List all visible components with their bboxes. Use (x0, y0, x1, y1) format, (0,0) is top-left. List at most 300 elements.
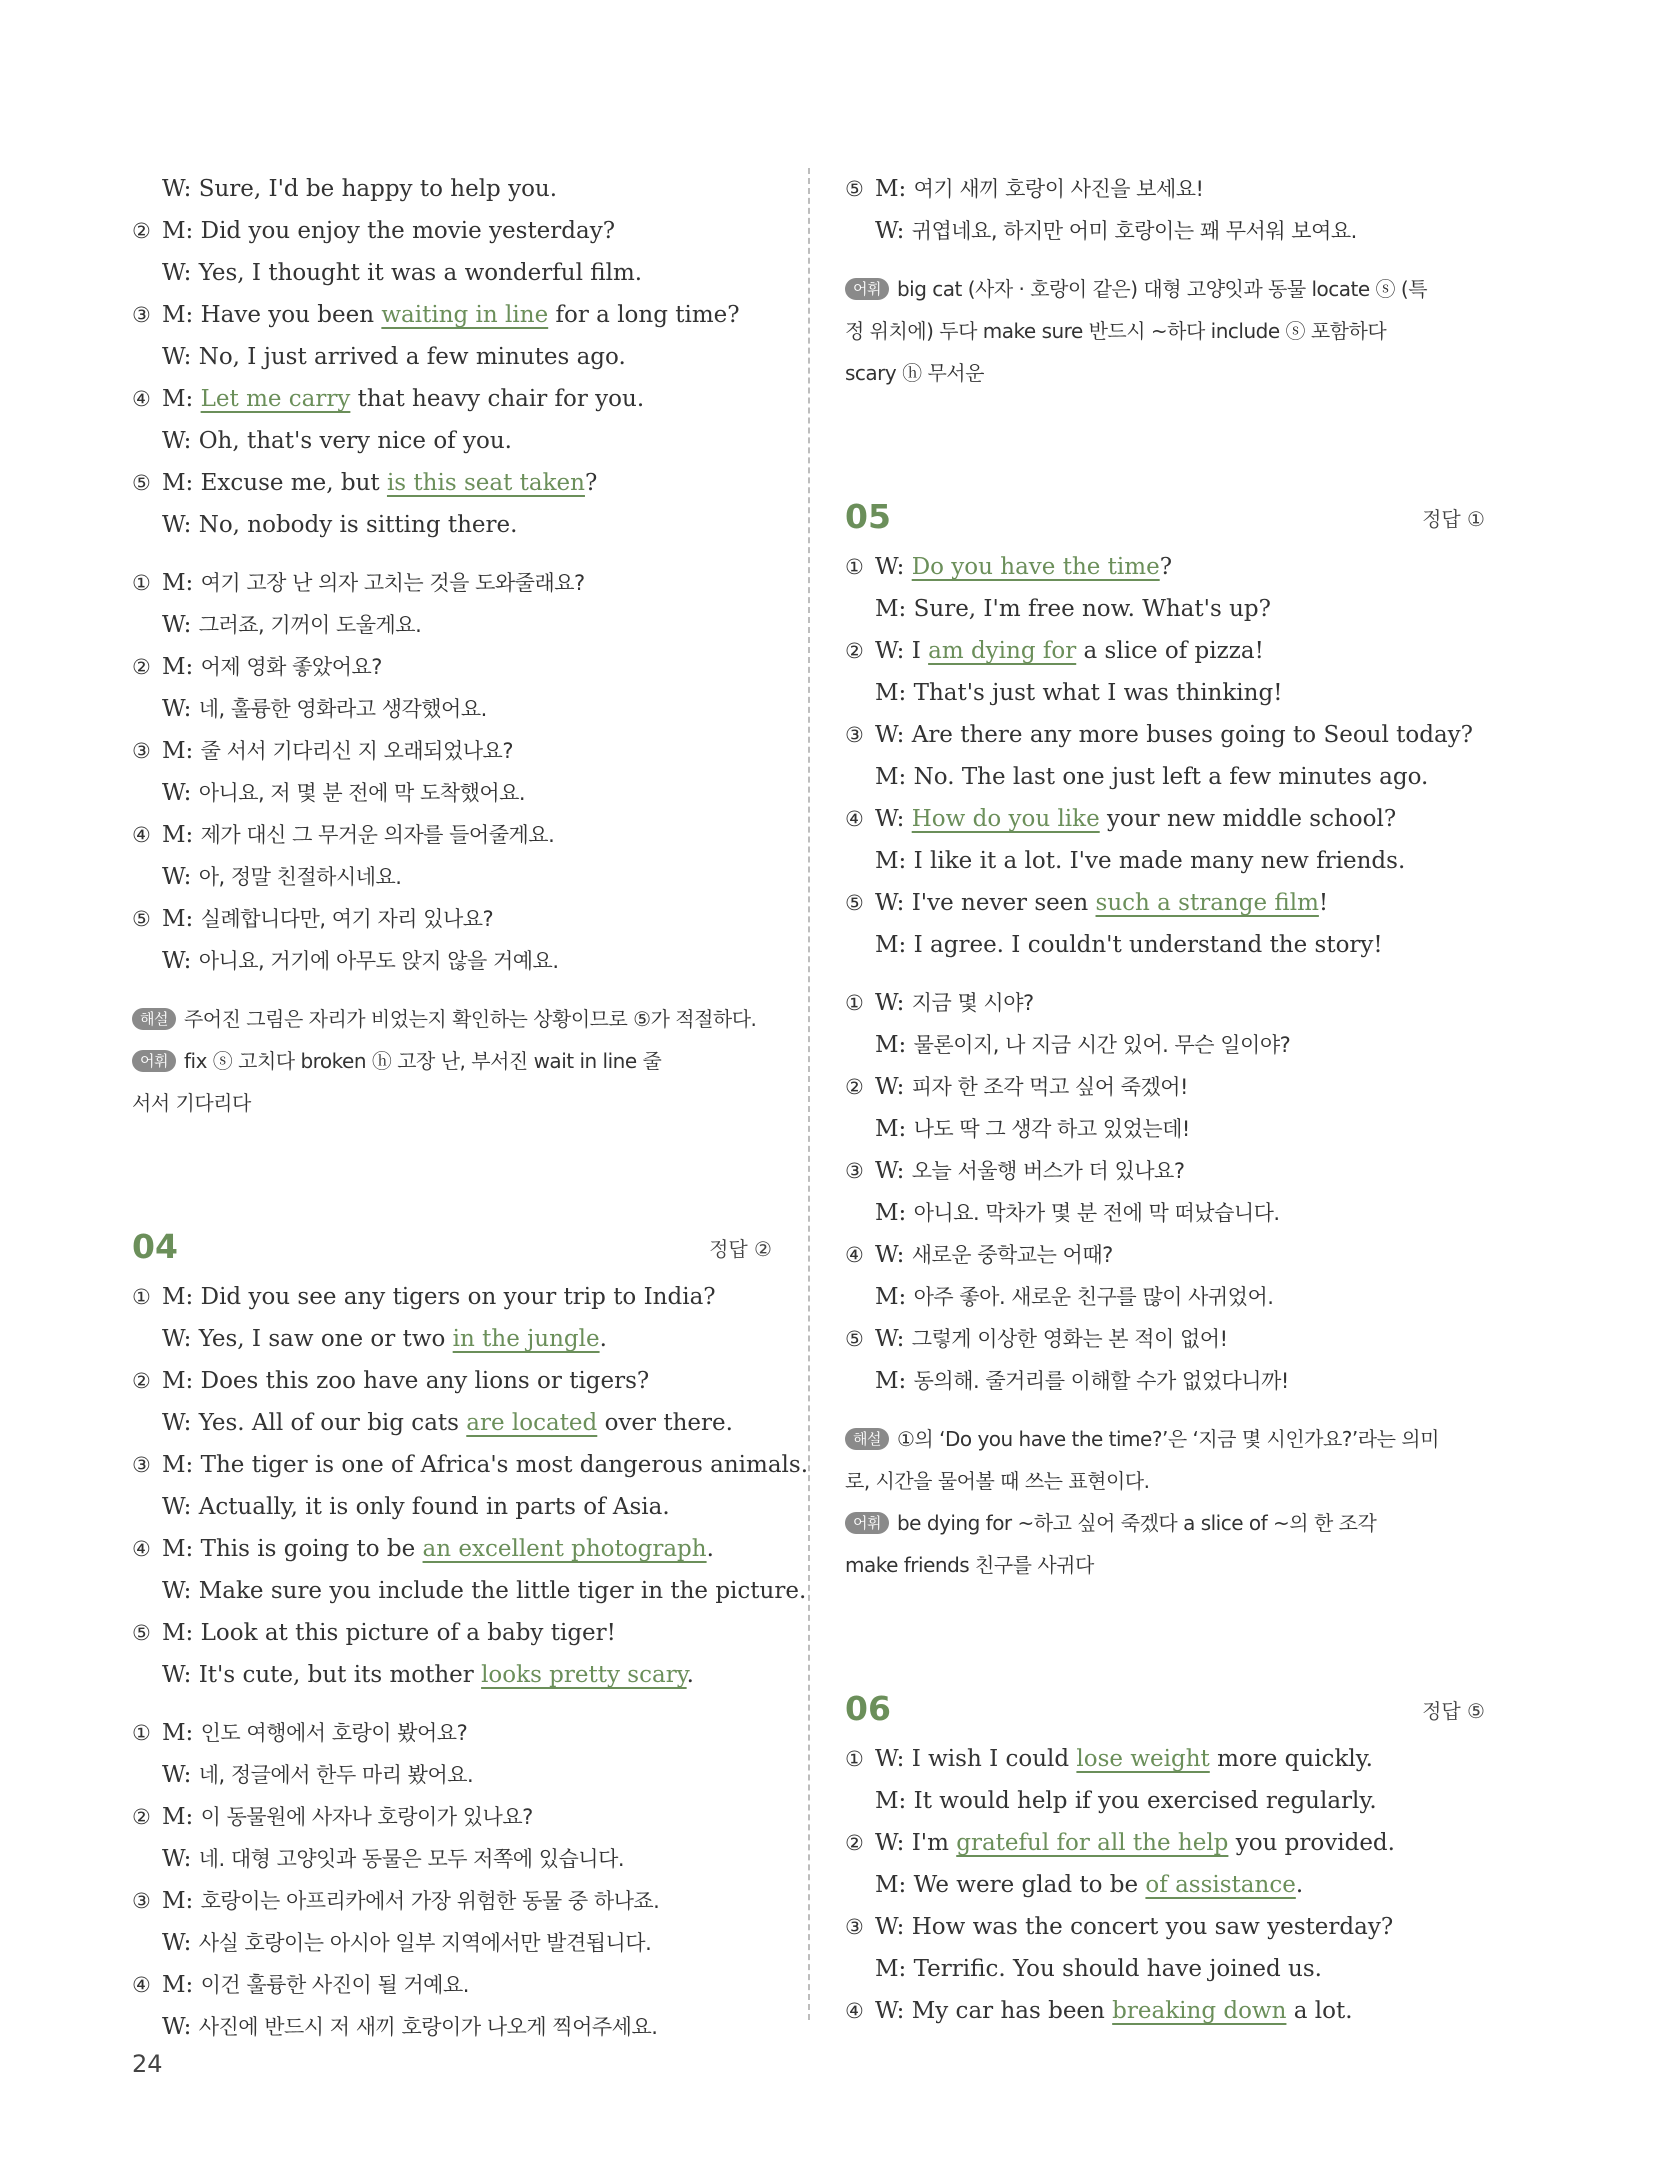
speaker-label: W: (162, 1494, 192, 1520)
dialogue-text: I (911, 638, 929, 664)
speaker-label: W: (162, 1762, 192, 1788)
dialogue-line (845, 1738, 1485, 1780)
dialogue-line (845, 1108, 1485, 1150)
underlined-expression: such a strange film (1095, 890, 1319, 916)
item-marker: ① (845, 1747, 864, 1771)
dialogue-line (132, 898, 772, 940)
speaker-label: W: (875, 1746, 905, 1772)
dialogue-line (845, 1234, 1485, 1276)
dialogue-text: 사실 호랑이는 아시아 일부 지역에서만 발견됩니다. (198, 1931, 652, 1955)
dialogue-line (132, 1444, 809, 1486)
speaker-label: M: (162, 218, 194, 244)
speaker-label: W: (162, 2014, 192, 2040)
item-marker: ⑤ (132, 1621, 151, 1645)
dialogue-text: 물론이지, 나 지금 시간 있어. 무슨 일이야? (913, 1033, 1291, 1057)
speaker-label: W: (162, 1326, 192, 1352)
note-line (132, 1040, 772, 1082)
speaker-label: M: (162, 1284, 194, 1310)
item-marker: ② (132, 655, 151, 679)
speaker-label: M: (875, 1116, 907, 1142)
right-column (845, 168, 1485, 2032)
dialogue-text: I agree. I couldn't understand the story! (913, 932, 1383, 958)
left-column (132, 168, 809, 2048)
dialogue-text: you provided. (1228, 1830, 1395, 1856)
note-text: fix ⓢ 고치다 broken ⓗ 고장 난, 부서진 wait in line 줄 (183, 1049, 662, 1073)
speaker-label: W: (875, 1830, 905, 1856)
item-marker: ③ (845, 1159, 864, 1183)
dialogue-line (132, 1880, 772, 1922)
speaker-label: M: (162, 570, 194, 596)
dialogue-line (132, 1402, 772, 1444)
speaker-label: M: (875, 848, 907, 874)
dialogue-text: 실례합니다만, 여기 자리 있나요? (200, 907, 494, 931)
dialogue-text: No, nobody is sitting there. (198, 512, 518, 538)
item-marker: ② (132, 219, 151, 243)
dialogue-text: Sure, I'm free now. What's up? (913, 596, 1271, 622)
speaker-label: M: (162, 738, 194, 764)
dialogue-text: 나도 딱 그 생각 하고 있었는데! (913, 1117, 1190, 1141)
q06-header (845, 1672, 1485, 1732)
underlined-expression: Let me carry (200, 386, 351, 412)
note-badge: 어휘 (845, 278, 889, 300)
dialogue-line (132, 294, 772, 336)
dialogue-line (132, 1486, 772, 1528)
dialogue-text: 이 동물원에 사자나 호랑이가 있나요? (200, 1805, 533, 1829)
q04-korean-translation (132, 1712, 772, 2048)
item-marker: ④ (845, 807, 864, 831)
dialogue-text: 호랑이는 아프리카에서 가장 위험한 동물 중 하나죠. (200, 1889, 660, 1913)
answer-label: 정답 ② (709, 1237, 772, 1261)
speaker-label: M: (162, 1368, 194, 1394)
dialogue-text: 지금 몇 시야? (911, 991, 1034, 1015)
speaker-label: W: (162, 1846, 192, 1872)
underlined-expression: lose weight (1076, 1746, 1210, 1772)
dialogue-line (132, 814, 772, 856)
dialogue-text: I wish I could (911, 1746, 1077, 1772)
dialogue-text: No. The last one just left a few minutes ago. (913, 764, 1429, 790)
dialogue-line (845, 672, 1485, 714)
dialogue-line (132, 1712, 772, 1754)
speaker-label: W: (875, 990, 905, 1016)
dialogue-text: ? (584, 470, 598, 496)
answer-label: 정답 ① (1422, 507, 1485, 531)
speaker-label: M: (162, 1972, 194, 1998)
dialogue-text: 네, 훌륭한 영화라고 생각했어요. (198, 697, 487, 721)
speaker-label: W: (162, 780, 192, 806)
item-marker: ② (845, 1831, 864, 1855)
dialogue-text: for a long time? (548, 302, 740, 328)
item-marker: ③ (132, 303, 151, 327)
dialogue-line (845, 1990, 1485, 2032)
speaker-label: W: (875, 1998, 905, 2024)
note-badge: 어휘 (845, 1512, 889, 1534)
dialogue-text: 그러죠, 기꺼이 도울게요. (198, 613, 422, 637)
note-text: be dying for ~하고 싶어 죽겠다 a slice of ~의 한 조각 (896, 1511, 1377, 1535)
dialogue-text: Are there any more buses going to Seoul today? (911, 722, 1474, 748)
dialogue-line (132, 336, 772, 378)
speaker-label: M: (162, 1536, 194, 1562)
dialogue-text: a lot. (1286, 1998, 1353, 2024)
dialogue-line (845, 546, 1485, 588)
speaker-label: W: (162, 696, 192, 722)
dialogue-line (845, 798, 1485, 840)
dialogue-text: Yes. All of our big cats (198, 1410, 467, 1436)
note-text: big cat (사자 · 호랑이 같은) 대형 고양잇과 동물 locate ⓢ (특 (896, 277, 1428, 301)
dialogue-line (132, 1654, 772, 1696)
dialogue-line (132, 378, 772, 420)
dialogue-text: This is going to be (200, 1536, 423, 1562)
dialogue-text: more quickly. (1209, 1746, 1373, 1772)
q04-notes (845, 268, 1485, 394)
dialogue-line (845, 1318, 1485, 1360)
dialogue-line (132, 1754, 772, 1796)
speaker-label: W: (162, 512, 192, 538)
dialogue-line (845, 1024, 1485, 1066)
speaker-label: W: (162, 1578, 192, 1604)
dialogue-text: 네. 대형 고양잇과 동물은 모두 저쪽에 있습니다. (198, 1847, 625, 1871)
q04-header (132, 1210, 772, 1270)
underlined-expression: looks pretty scary (481, 1662, 687, 1688)
note-line (845, 352, 1485, 394)
speaker-label: W: (162, 260, 192, 286)
speaker-label: W: (162, 344, 192, 370)
note-text: ①의 ‘Do you have the time?’은 ‘지금 몇 시인가요?’라는 의미 (896, 1427, 1439, 1451)
dialogue-line (132, 2006, 772, 2048)
speaker-label: W: (875, 554, 905, 580)
speaker-label: W: (162, 948, 192, 974)
dialogue-text: 아니요, 거기에 아무도 앉지 않을 거예요. (198, 949, 559, 973)
underlined-expression: in the jungle (452, 1326, 600, 1352)
item-marker: ④ (845, 1999, 864, 2023)
column-divider (808, 168, 810, 2020)
item-marker: ③ (132, 1453, 151, 1477)
note-badge: 해설 (845, 1428, 889, 1450)
item-marker: ① (845, 555, 864, 579)
dialogue-text: 귀엽네요, 하지만 어미 호랑이는 꽤 무서워 보여요. (911, 219, 1357, 243)
dialogue-text: Look at this picture of a baby tiger! (200, 1620, 616, 1646)
question-number: 06 (845, 1689, 891, 1728)
dialogue-line (845, 168, 1485, 210)
dialogue-line (132, 1838, 772, 1880)
speaker-label: M: (875, 1956, 907, 1982)
dialogue-text: your new middle school? (1099, 806, 1397, 832)
dialogue-line (132, 1796, 772, 1838)
dialogue-line (845, 982, 1485, 1024)
speaker-label: W: (875, 722, 905, 748)
dialogue-line (132, 1612, 772, 1654)
speaker-label: W: (162, 176, 192, 202)
dialogue-line (845, 714, 1485, 756)
dialogue-text: 아니요, 저 몇 분 전에 막 도착했어요. (198, 781, 526, 805)
dialogue-text: 여기 고장 난 의자 고치는 것을 도와줄래요? (200, 571, 585, 595)
dialogue-line (845, 630, 1485, 672)
dialogue-text: Terrific. You should have joined us. (913, 1956, 1322, 1982)
speaker-label: W: (875, 806, 905, 832)
page-number: 24 (132, 2050, 163, 2078)
speaker-label: M: (162, 1888, 194, 1914)
dialogue-text: 줄 서서 기다리신 지 오래되었나요? (200, 739, 513, 763)
underlined-expression: grateful for all the help (956, 1830, 1229, 1856)
speaker-label: M: (162, 906, 194, 932)
dialogue-text: . (686, 1662, 694, 1688)
dialogue-text: 제가 대신 그 무거운 의자를 들어줄게요. (200, 823, 555, 847)
dialogue-text: Yes, I saw one or two (198, 1326, 453, 1352)
note-line (845, 268, 1485, 310)
dialogue-line (132, 730, 772, 772)
speaker-label: M: (875, 1368, 907, 1394)
dialogue-text: It's cute, but its mother (198, 1662, 482, 1688)
question-number: 04 (132, 1227, 178, 1266)
item-marker: ④ (845, 1243, 864, 1267)
dialogue-line (845, 1780, 1485, 1822)
dialogue-text: Sure, I'd be happy to help you. (198, 176, 558, 202)
speaker-label: M: (162, 1720, 194, 1746)
dialogue-text: over there. (597, 1410, 733, 1436)
speaker-label: W: (162, 428, 192, 454)
note-line (132, 1082, 772, 1124)
speaker-label: M: (162, 386, 194, 412)
dialogue-text: Does this zoo have any lions or tigers? (200, 1368, 650, 1394)
item-marker: ② (845, 1075, 864, 1099)
note-badge: 어휘 (132, 1050, 176, 1072)
item-marker: ④ (132, 387, 151, 411)
dialogue-text: 아, 정말 친절하시네요. (198, 865, 402, 889)
dialogue-line (132, 1360, 772, 1402)
dialogue-text: Did you enjoy the movie yesterday? (200, 218, 616, 244)
dialogue-line (132, 940, 772, 982)
item-marker: ④ (132, 1537, 151, 1561)
q05-english-dialogue (845, 546, 1485, 966)
dialogue-text: 동의해. 줄거리를 이해할 수가 없었다니까! (913, 1369, 1289, 1393)
dialogue-line (845, 882, 1485, 924)
dialogue-line (132, 462, 772, 504)
speaker-label: M: (875, 680, 907, 706)
speaker-label: M: (875, 1284, 907, 1310)
dialogue-text: 인도 여행에서 호랑이 봤어요? (200, 1721, 468, 1745)
q05-notes (845, 1418, 1485, 1586)
dialogue-text: that heavy chair for you. (350, 386, 645, 412)
speaker-label: W: (875, 1326, 905, 1352)
item-marker: ③ (845, 1915, 864, 1939)
speaker-label: W: (875, 1074, 905, 1100)
q05-korean-translation (845, 982, 1485, 1402)
dialogue-text: That's just what I was thinking! (913, 680, 1283, 706)
speaker-label: M: (162, 822, 194, 848)
item-marker: ② (132, 1805, 151, 1829)
dialogue-line (132, 688, 772, 730)
dialogue-text: 아니요. 막차가 몇 분 전에 막 떠났습니다. (913, 1201, 1280, 1225)
note-line (845, 1502, 1485, 1544)
dialogue-text: 피자 한 조각 먹고 싶어 죽겠어! (911, 1075, 1188, 1099)
dialogue-line (845, 1360, 1485, 1402)
item-marker: ⑤ (845, 1327, 864, 1351)
dialogue-text: I like it a lot. I've made many new friends. (913, 848, 1406, 874)
item-marker: ⑤ (845, 891, 864, 915)
underlined-expression: waiting in line (381, 302, 549, 328)
q06-english-dialogue (845, 1738, 1485, 2032)
dialogue-text: ! (1318, 890, 1329, 916)
speaker-label: W: (162, 1410, 192, 1436)
note-text: 주어진 그림은 자리가 비었는지 확인하는 상황이므로 ⑤가 적절하다. (183, 1007, 757, 1031)
dialogue-line (845, 588, 1485, 630)
dialogue-text: 어제 영화 좋았어요? (200, 655, 382, 679)
dialogue-line (845, 756, 1485, 798)
dialogue-text: 그렇게 이상한 영화는 본 적이 없어! (911, 1327, 1228, 1351)
speaker-label: M: (162, 1620, 194, 1646)
dialogue-text: . (706, 1536, 714, 1562)
speaker-label: W: (875, 218, 905, 244)
q04-english-dialogue (132, 1276, 809, 1696)
item-marker: ④ (132, 1973, 151, 1997)
note-line (845, 1460, 1485, 1502)
speaker-label: M: (875, 1200, 907, 1226)
dialogue-text: 사진에 반드시 저 새끼 호랑이가 나오게 찍어주세요. (198, 2015, 658, 2039)
note-text: make friends 친구를 사귀다 (845, 1553, 1094, 1577)
speaker-label: W: (162, 1662, 192, 1688)
note-line (845, 1544, 1485, 1586)
speaker-label: M: (875, 1788, 907, 1814)
speaker-label: M: (875, 764, 907, 790)
dialogue-line (132, 772, 772, 814)
dialogue-line (845, 1066, 1485, 1108)
item-marker: ③ (845, 723, 864, 747)
dialogue-line (132, 1570, 807, 1612)
q03-english-dialogue (132, 168, 772, 546)
q04-korean-translation-cont (845, 168, 1485, 252)
item-marker: ③ (132, 739, 151, 763)
dialogue-text: No, I just arrived a few minutes ago. (198, 344, 626, 370)
dialogue-text: I'm (911, 1830, 957, 1856)
dialogue-text: 오늘 서울행 버스가 더 있나요? (911, 1159, 1185, 1183)
speaker-label: M: (162, 302, 194, 328)
dialogue-text: . (599, 1326, 607, 1352)
speaker-label: M: (875, 1872, 907, 1898)
dialogue-text: 네, 정글에서 한두 마리 봤어요. (198, 1763, 474, 1787)
dialogue-line (132, 420, 772, 462)
speaker-label: W: (875, 1914, 905, 1940)
item-marker: ④ (132, 823, 151, 847)
underlined-expression: am dying for (928, 638, 1077, 664)
speaker-label: M: (162, 1452, 194, 1478)
dialogue-text: Actually, it is only found in parts of Asia. (198, 1494, 670, 1520)
dialogue-text: 여기 새끼 호랑이 사진을 보세요! (913, 177, 1204, 201)
dialogue-line (845, 1192, 1485, 1234)
item-marker: ⑤ (132, 907, 151, 931)
dialogue-text: The tiger is one of Africa's most dangerous animals. (200, 1452, 809, 1478)
note-line (132, 998, 772, 1040)
dialogue-text: Oh, that's very nice of you. (198, 428, 512, 454)
answer-label: 정답 ⑤ (1422, 1699, 1485, 1723)
dialogue-line (132, 1276, 772, 1318)
item-marker: ① (132, 1285, 151, 1309)
item-marker: ② (132, 1369, 151, 1393)
item-marker: ① (132, 571, 151, 595)
item-marker: ⑤ (845, 177, 864, 201)
dialogue-text: I've never seen (911, 890, 1096, 916)
dialogue-text: 새로운 중학교는 어때? (911, 1243, 1113, 1267)
dialogue-line (132, 168, 772, 210)
speaker-label: W: (162, 1930, 192, 1956)
speaker-label: W: (875, 638, 905, 664)
item-marker: ⑤ (132, 471, 151, 495)
item-marker: ② (845, 639, 864, 663)
note-line (845, 310, 1485, 352)
dialogue-text: Did you see any tigers on your trip to India? (200, 1284, 716, 1310)
dialogue-text: ? (1159, 554, 1173, 580)
dialogue-line (845, 1948, 1485, 1990)
underlined-expression: Do you have the time (911, 554, 1160, 580)
underlined-expression: are located (466, 1410, 598, 1436)
speaker-label: W: (875, 890, 905, 916)
dialogue-text: We were glad to be (913, 1872, 1146, 1898)
item-marker: ① (845, 991, 864, 1015)
q03-korean-translation (132, 562, 772, 982)
dialogue-text: It would help if you exercised regularly. (913, 1788, 1377, 1814)
underlined-expression: How do you like (911, 806, 1100, 832)
dialogue-line (132, 604, 772, 646)
dialogue-line (845, 924, 1485, 966)
dialogue-line (845, 1276, 1485, 1318)
dialogue-line (845, 1150, 1485, 1192)
note-badge: 해설 (132, 1008, 176, 1030)
speaker-label: W: (875, 1242, 905, 1268)
dialogue-line (845, 1864, 1485, 1906)
dialogue-text: 아주 좋아. 새로운 친구를 많이 사귀었어. (913, 1285, 1274, 1309)
dialogue-text: Excuse me, but (200, 470, 387, 496)
dialogue-line (845, 840, 1485, 882)
speaker-label: M: (875, 1032, 907, 1058)
dialogue-text: Yes, I thought it was a wonderful film. (198, 260, 643, 286)
question-number: 05 (845, 497, 891, 536)
speaker-label: M: (162, 1804, 194, 1830)
underlined-expression: is this seat taken (386, 470, 585, 496)
dialogue-line (132, 1964, 772, 2006)
q03-notes (132, 998, 772, 1124)
item-marker: ① (132, 1721, 151, 1745)
note-line (845, 1418, 1485, 1460)
speaker-label: M: (162, 470, 194, 496)
note-text: 정 위치에) 두다 make sure 반드시 ~하다 include ⓢ 포함하다 (845, 319, 1387, 343)
dialogue-line (132, 856, 772, 898)
speaker-label: W: (875, 1158, 905, 1184)
note-text: 서서 기다리다 (132, 1091, 251, 1115)
dialogue-line (132, 210, 772, 252)
dialogue-line (845, 1906, 1485, 1948)
dialogue-line (132, 1922, 772, 1964)
dialogue-line (132, 1528, 772, 1570)
note-text: 로, 시간을 물어볼 때 쓰는 표현이다. (845, 1469, 1150, 1493)
q05-header (845, 480, 1485, 540)
dialogue-line (132, 252, 772, 294)
speaker-label: W: (162, 612, 192, 638)
dialogue-line (132, 1318, 772, 1360)
dialogue-line (132, 562, 772, 604)
underlined-expression: breaking down (1112, 1998, 1287, 2024)
dialogue-line (132, 646, 772, 688)
dialogue-line (845, 1822, 1485, 1864)
speaker-label: M: (162, 654, 194, 680)
speaker-label: W: (162, 864, 192, 890)
dialogue-text: My car has been (911, 1998, 1113, 2024)
speaker-label: M: (875, 176, 907, 202)
dialogue-text: Make sure you include the little tiger in the picture. (198, 1578, 807, 1604)
item-marker: ③ (132, 1889, 151, 1913)
speaker-label: M: (875, 596, 907, 622)
dialogue-line (845, 210, 1485, 252)
underlined-expression: an excellent photograph (422, 1536, 707, 1562)
speaker-label: M: (875, 932, 907, 958)
dialogue-line (132, 504, 772, 546)
